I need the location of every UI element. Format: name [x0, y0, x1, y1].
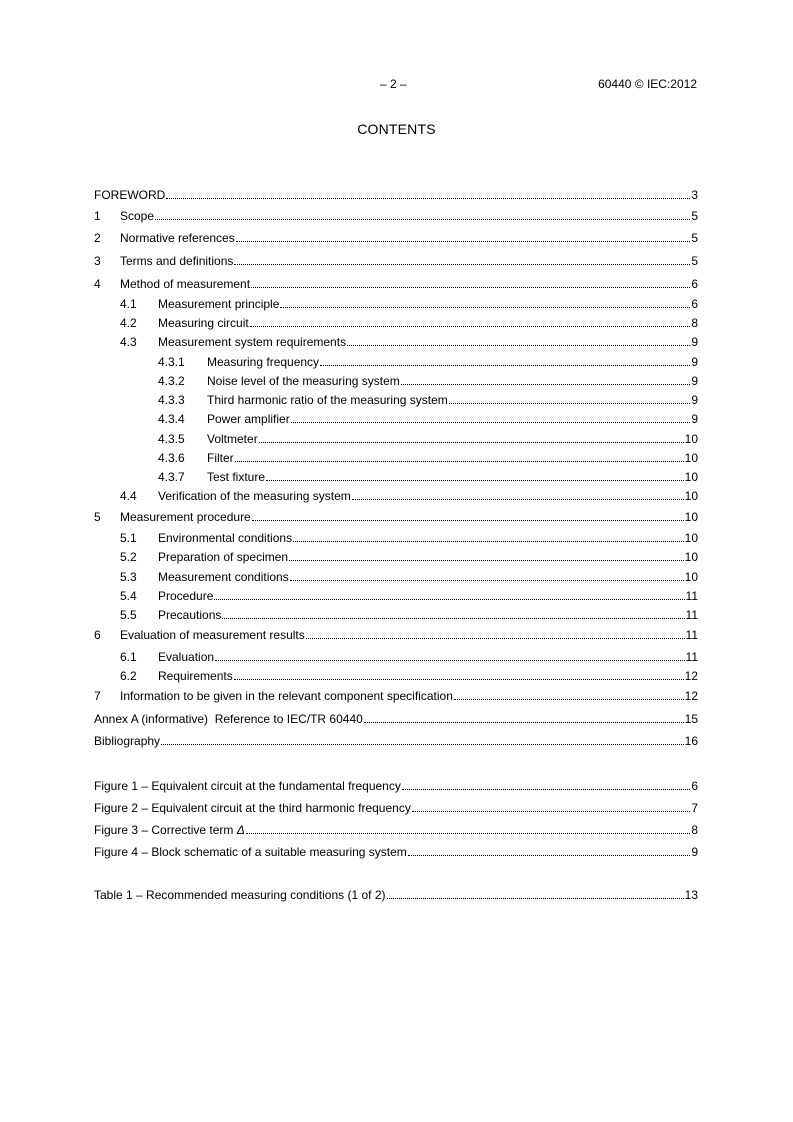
toc-entry-4-3[interactable] — [120, 334, 698, 350]
toc-page: 11 — [685, 628, 698, 642]
toc-entry-5-2[interactable] — [120, 549, 698, 565]
toc-label: Filter — [207, 451, 234, 465]
dot-leader — [293, 530, 684, 542]
toc-page: 16 — [684, 734, 698, 748]
toc-entry-4-1[interactable] — [120, 296, 698, 312]
toc-number: 5.1 — [120, 531, 137, 545]
toc-number: 4.3.7 — [158, 470, 185, 484]
toc-entry-foreword[interactable] — [94, 187, 698, 203]
toc-label: Preparation of specimen — [158, 550, 289, 564]
dot-leader — [234, 253, 690, 265]
toc-label: Scope — [120, 209, 155, 223]
table-label: Table 1 – Recommended measuring conditions (1 of 2) — [94, 888, 386, 902]
figure-entry-3[interactable] — [94, 822, 698, 838]
toc-label: Bibliography — [94, 734, 161, 748]
toc-number: 4.3.1 — [158, 355, 185, 369]
toc-label: Method of measurement — [120, 277, 251, 291]
toc-entry-5-5[interactable] — [120, 607, 698, 623]
dot-leader — [412, 800, 690, 812]
toc-label: Evaluation of measurement results — [120, 628, 305, 642]
standard-reference: 60440 © IEC:2012 — [598, 77, 697, 91]
dot-leader — [364, 711, 684, 723]
toc-number: 5 — [94, 510, 101, 524]
toc-label: Terms and definitions — [120, 254, 234, 268]
toc-page: 3 — [691, 188, 698, 202]
dot-leader — [352, 488, 684, 500]
toc-page: 10 — [684, 550, 698, 564]
toc-label: Measuring circuit — [158, 316, 249, 330]
toc-entry-2[interactable] — [94, 230, 698, 246]
toc-page: 9 — [691, 355, 698, 369]
figure-label: Figure 4 – Block schematic of a suitable measuring system — [94, 845, 407, 859]
toc-label: Test fixture — [207, 470, 266, 484]
toc-number: 4 — [94, 277, 101, 291]
contents-title: CONTENTS — [357, 121, 436, 137]
toc-label: Environmental conditions — [158, 531, 293, 545]
toc-entry-6-1[interactable] — [120, 649, 698, 665]
toc-page: 5 — [691, 254, 698, 268]
dot-leader — [408, 844, 691, 856]
dot-leader — [291, 411, 691, 423]
toc-label: Information to be given in the relevant component specification — [120, 689, 453, 703]
toc-entry-4-3-2[interactable] — [158, 373, 698, 389]
figure-label: Figure 1 – Equivalent circuit at the fundamental frequency — [94, 779, 401, 793]
toc-entry-5-3[interactable] — [120, 569, 698, 585]
toc-label: Normative references — [120, 231, 235, 245]
toc-entry-4-3-6[interactable] — [158, 450, 698, 466]
toc-entry-4-3-7[interactable] — [158, 469, 698, 485]
dot-leader — [402, 778, 690, 790]
toc-page: 12 — [684, 669, 698, 683]
toc-label: Noise level of the measuring system — [207, 374, 400, 388]
toc-number: 5.2 — [120, 550, 137, 564]
toc-number: 4.4 — [120, 489, 137, 503]
toc-page: 9 — [691, 393, 698, 407]
toc-entry-4-3-3[interactable] — [158, 392, 698, 408]
dot-leader — [347, 334, 690, 346]
toc-label: Measuring frequency — [207, 355, 320, 369]
toc-page: 10 — [684, 510, 698, 524]
toc-number: 4.3.4 — [158, 412, 185, 426]
dot-leader — [155, 208, 690, 220]
dot-leader — [246, 822, 691, 834]
toc-label: Measurement procedure — [120, 510, 251, 524]
dot-leader — [401, 373, 691, 385]
dot-leader — [166, 187, 690, 199]
toc-number: 4.3.2 — [158, 374, 185, 388]
toc-entry-5-1[interactable] — [120, 530, 698, 546]
toc-label: Verification of the measuring system — [158, 489, 351, 503]
table-entry-1[interactable] — [94, 887, 698, 903]
toc-entry-3[interactable] — [94, 253, 698, 269]
toc-page: 11 — [685, 589, 698, 603]
toc-number: 5.5 — [120, 608, 137, 622]
toc-page: 9 — [691, 412, 698, 426]
toc-page: 6 — [691, 277, 698, 291]
toc-page: 10 — [684, 489, 698, 503]
dot-leader — [320, 354, 690, 366]
toc-label: Evaluation — [158, 650, 215, 664]
figure-page: 6 — [691, 779, 698, 793]
dot-leader — [454, 688, 684, 700]
toc-page: 11 — [685, 608, 698, 622]
toc-number: 4.3.3 — [158, 393, 185, 407]
toc-page: 5 — [691, 231, 698, 245]
toc-number: 4.3.5 — [158, 432, 185, 446]
toc-number: 4.3.6 — [158, 451, 185, 465]
toc-entry-annex-a[interactable] — [94, 711, 698, 727]
toc-label: Third harmonic ratio of the measuring system — [207, 393, 448, 407]
dot-leader — [280, 296, 690, 308]
toc-entry-4-2[interactable] — [120, 315, 698, 331]
toc-page: 9 — [691, 335, 698, 349]
toc-entry-4-3-5[interactable] — [158, 431, 698, 447]
toc-page: 5 — [691, 209, 698, 223]
toc-entry-5[interactable] — [94, 509, 698, 525]
dot-leader — [236, 230, 691, 242]
toc-number: 3 — [94, 254, 101, 268]
dot-leader — [222, 607, 684, 619]
toc-number: 5.3 — [120, 570, 137, 584]
figure-entry-4[interactable] — [94, 844, 698, 860]
figure-page: 7 — [691, 801, 698, 815]
toc-label: FOREWORD — [94, 188, 166, 202]
toc-label: Measurement system requirements — [158, 335, 347, 349]
dot-leader — [259, 431, 684, 443]
toc-entry-4-3-1[interactable] — [158, 354, 698, 370]
toc-entry-4-3-4[interactable] — [158, 411, 698, 427]
dot-leader — [214, 588, 684, 600]
toc-entry-7[interactable] — [94, 688, 698, 704]
toc-page: 15 — [684, 712, 698, 726]
page-number: – 2 – — [380, 77, 407, 91]
toc-label: Precautions — [158, 608, 222, 622]
toc-entry-6-2[interactable] — [120, 668, 698, 684]
figure-label: Figure 3 – Corrective term — [94, 823, 237, 837]
dot-leader — [266, 469, 684, 481]
toc-page: 6 — [691, 297, 698, 311]
toc-entry-4[interactable] — [94, 276, 698, 292]
dot-leader — [387, 887, 684, 899]
dot-leader — [290, 569, 684, 581]
toc-number: 1 — [94, 209, 101, 223]
toc-number: 4.3 — [120, 335, 137, 349]
toc-page: 10 — [684, 531, 698, 545]
dot-leader — [234, 668, 684, 680]
toc-page: 12 — [684, 689, 698, 703]
toc-page: 10 — [684, 470, 698, 484]
toc-number: 6.2 — [120, 669, 137, 683]
toc-number: 2 — [94, 231, 101, 245]
figure-page: 9 — [691, 845, 698, 859]
toc-number: 4.2 — [120, 316, 137, 330]
toc-label: Measurement principle — [158, 297, 280, 311]
toc-entry-5-4[interactable] — [120, 588, 698, 604]
figure-label: Figure 2 – Equivalent circuit at the third harmonic frequency — [94, 801, 411, 815]
toc-entry-6[interactable] — [94, 627, 698, 643]
table-page: 13 — [684, 888, 698, 902]
figure-entry-1[interactable] — [94, 778, 698, 794]
dot-leader — [250, 315, 691, 327]
toc-number: 6 — [94, 628, 101, 642]
toc-label: Procedure — [158, 589, 214, 603]
toc-entry-1[interactable] — [94, 208, 698, 224]
dot-leader — [289, 549, 684, 561]
toc-page: 11 — [685, 650, 698, 664]
toc-number: 6.1 — [120, 650, 137, 664]
toc-number: 4.1 — [120, 297, 137, 311]
toc-page: 10 — [684, 451, 698, 465]
toc-entry-bibliography[interactable] — [94, 733, 698, 749]
dot-leader — [252, 509, 684, 521]
figure-page: 8 — [691, 823, 698, 837]
toc-label: Measurement conditions — [158, 570, 289, 584]
dot-leader — [215, 649, 684, 661]
toc-number: 5.4 — [120, 589, 137, 603]
dot-leader — [449, 392, 691, 404]
dot-leader — [306, 627, 685, 639]
toc-label: Requirements — [158, 669, 233, 683]
figure-entry-2[interactable] — [94, 800, 698, 816]
delta-symbol: Δ — [236, 823, 245, 837]
toc-page: 10 — [684, 432, 698, 446]
toc-number: 7 — [94, 689, 101, 703]
dot-leader — [161, 733, 684, 745]
dot-leader — [235, 450, 684, 462]
toc-page: 10 — [684, 570, 698, 584]
toc-page: 9 — [691, 374, 698, 388]
toc-entry-4-4[interactable] — [120, 488, 698, 504]
dot-leader — [251, 276, 690, 288]
toc-label: Annex A (informative) Reference to IEC/TR 60440 — [94, 712, 363, 726]
toc-page: 8 — [691, 316, 698, 330]
toc-label: Voltmeter — [207, 432, 258, 446]
toc-label: Power amplifier — [207, 412, 290, 426]
